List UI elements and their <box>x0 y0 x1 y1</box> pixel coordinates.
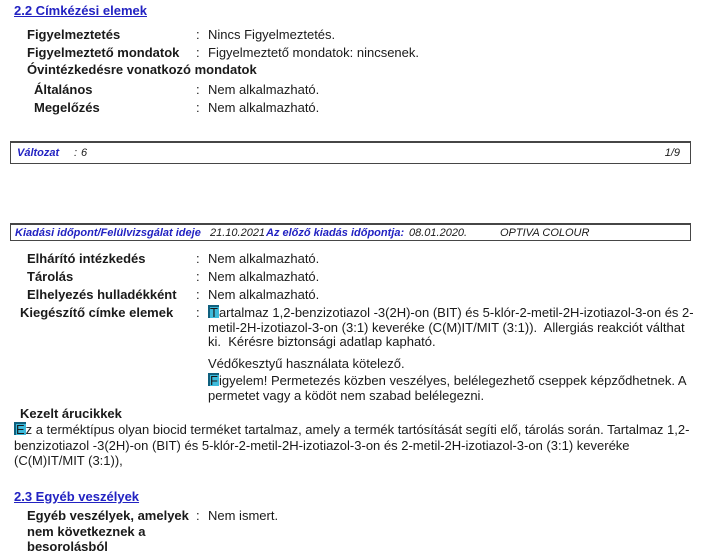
supplemental-label-elements-label: Kiegészítő címke elemek <box>20 305 174 320</box>
precaution-rows <box>34 81 319 117</box>
field-label <box>27 508 189 555</box>
treated-articles-paragraph <box>14 422 694 469</box>
field-label: Általános <box>34 82 93 97</box>
field-label: Tárolás <box>27 269 74 284</box>
version-label: Változat <box>17 147 60 159</box>
field-label: Figyelmeztetés <box>27 27 121 42</box>
field-label: Elhelyezés hulladékként <box>27 287 177 302</box>
supplemental-paragraph-3 <box>208 373 694 403</box>
precaution-statements-heading: Óvintézkedésre vonatkozó mondatok <box>27 62 257 77</box>
revision-header-bar <box>10 223 691 241</box>
field-value: Nem ismert. <box>208 508 279 523</box>
field-label: Figyelmeztető mondatok <box>27 45 180 60</box>
paragraph-text: Védőkesztyű használata kötelező. <box>208 355 405 371</box>
field-value: Nem alkalmazható. <box>208 100 320 115</box>
supplemental-paragraph-1 <box>208 305 694 350</box>
section-2-3-heading: 2.3 Egyéb veszélyek <box>14 489 140 504</box>
version-footer-bar <box>10 141 691 164</box>
treated-articles-heading: Kezelt árucikkek <box>20 406 122 421</box>
issue-date-value: 21.10.2021 <box>210 227 266 239</box>
field-value: Nincs Figyelmeztetés. <box>208 27 336 42</box>
previous-issue-label: Az előző kiadás időpontja: <box>266 227 405 239</box>
comment-marker-icon: E <box>16 422 25 437</box>
field-value: Nem alkalmazható. <box>208 251 320 266</box>
field-label-line: Egyéb veszélyek, amelyek <box>27 508 189 523</box>
supplemental-paragraph-2 <box>208 357 694 372</box>
colon: : <box>196 45 200 60</box>
field-label-line: nem következnek a <box>27 523 146 539</box>
issue-date-label: Kiadási időpont/Felülvizsgálat ideje <box>15 227 201 239</box>
field-label-line: besorolásból <box>27 539 108 554</box>
measures-rows <box>27 250 319 304</box>
colon: : <box>196 508 200 523</box>
colon: : <box>196 287 200 302</box>
comment-marker-icon: T <box>210 305 218 320</box>
paragraph-text: igyelem! Permetezés közben veszélyes, belélegezhető cseppek képződhetnek. A permetet vagy a ködöt nem szabad belélegezni. <box>208 373 690 403</box>
colon: : <box>196 251 200 266</box>
field-value: Nem alkalmazható. <box>208 82 320 97</box>
paragraph-text: z a terméktípus olyan biocid terméket tartalmaz, amely a termék tartósítását segíti elő, tárolás során. Tartalmaz 1,2-benzizotiazol -3(2H)-on (BIT) és 5-klór-2-metil-2H-izotiazol-3-on és 2-metil-2H-izotiazol-3-on (3:1) keveréke (C(M)IT/MIT (3:1)), <box>14 422 690 468</box>
colon: : <box>196 305 200 320</box>
paragraph-text: artalmaz 1,2-benzizotiazol -3(2H)-on (BIT) és 5-klór-2-metil-2H-izotiazol-3-on és 2-metil-2H-izotiazol-3-on (3:1) keveréke (C(M)IT/MIT (3:1)). Allergiás reakciót válthat ki. Kérésre biztonsági adatlap kapható. <box>208 305 694 349</box>
colon: : <box>196 269 200 284</box>
field-value: Nem alkalmazható. <box>208 287 320 302</box>
page-number: 1/9 <box>664 147 680 159</box>
previous-issue-value: 08.01.2020. <box>409 227 468 239</box>
section-2-2-heading: 2.2 Címkézési elemek <box>14 3 147 18</box>
supplemental-value <box>208 305 694 403</box>
comment-marker-icon: F <box>210 373 218 388</box>
product-name: OPTIVA COLOUR <box>500 227 590 239</box>
field-label: Elhárító intézkedés <box>27 251 146 266</box>
field-value: Figyelmeztető mondatok: nincsenek. <box>208 45 419 60</box>
labelling-rows <box>27 26 419 62</box>
version-value: 6 <box>81 147 88 159</box>
colon: : <box>74 147 78 159</box>
field-value: Nem alkalmazható. <box>208 269 320 284</box>
field-label: Megelőzés <box>34 100 100 115</box>
colon: : <box>196 100 200 115</box>
colon: : <box>196 27 200 42</box>
colon: : <box>196 82 200 97</box>
